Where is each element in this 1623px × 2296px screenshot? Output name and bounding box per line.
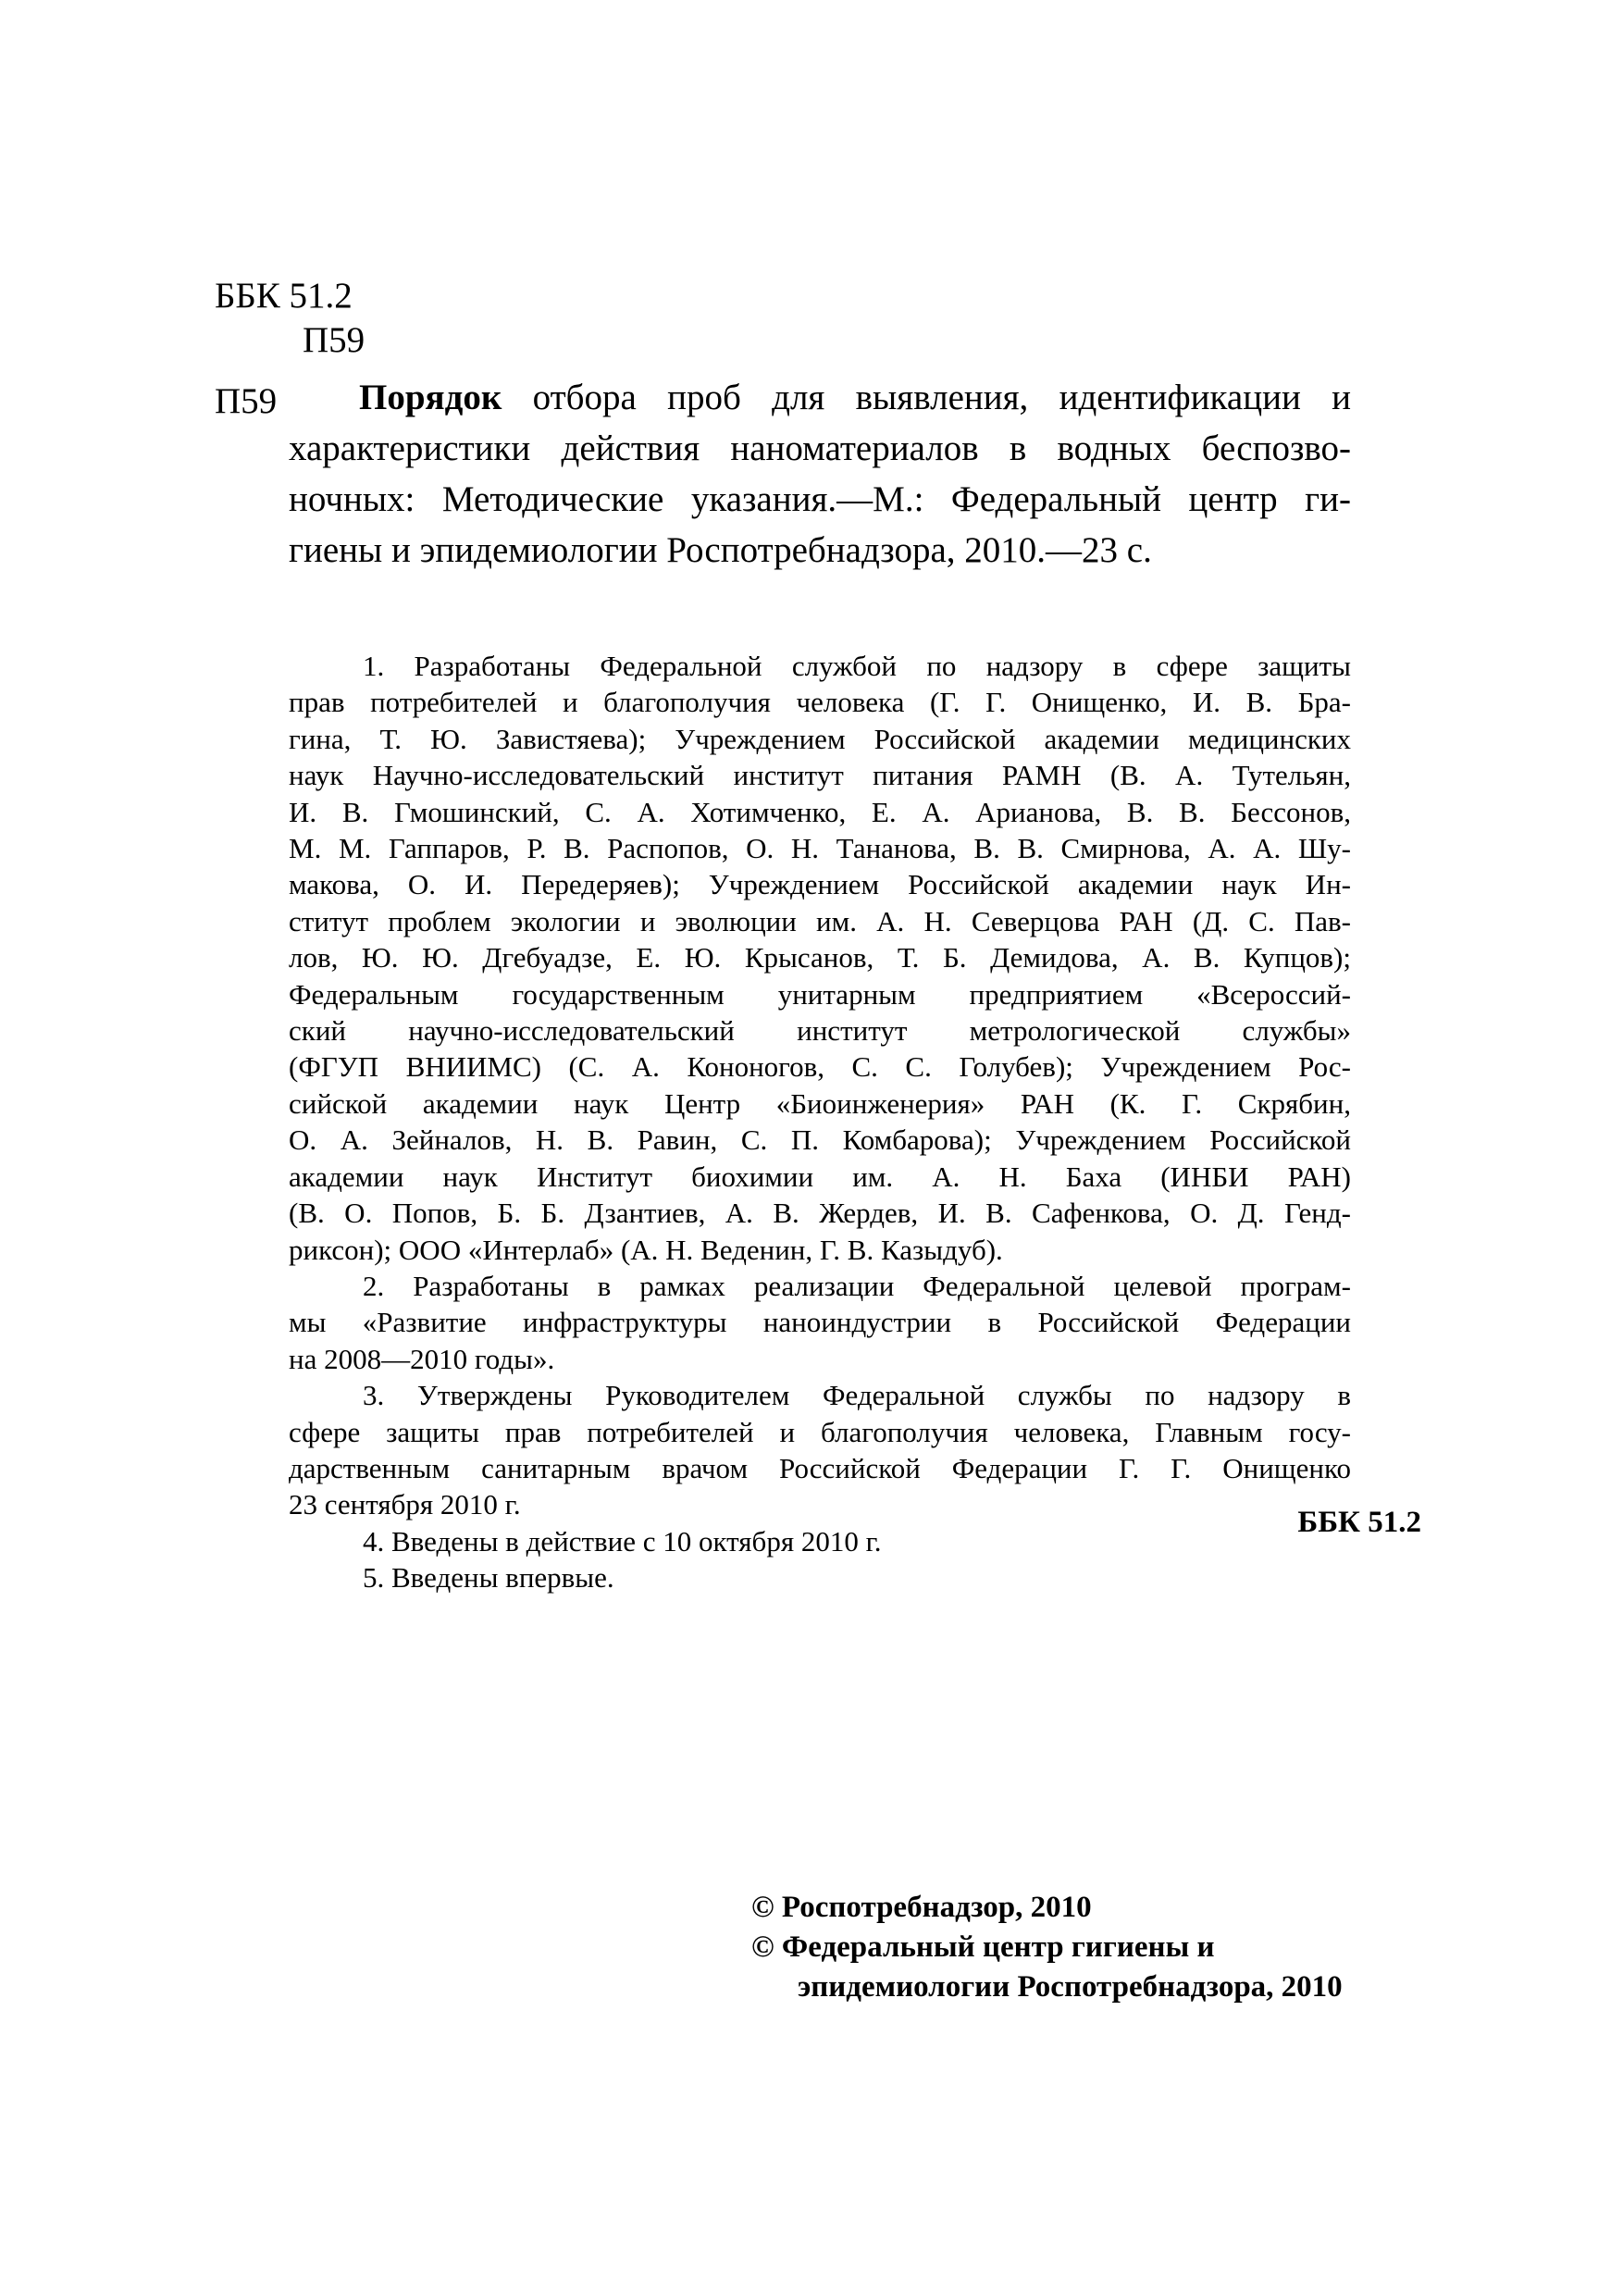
bbk-code: ББК 51.2 — [215, 276, 353, 316]
note-line: 4. Введены в действие с 10 октября 2010 г. — [363, 1524, 882, 1558]
note-line: ститут проблем экологии и эволюции им. А. Н. Северцова РАН (Д. С. Пав- — [289, 904, 1351, 937]
note-line: 3. Утверждены Руководителем Федеральной службы по надзору в — [363, 1379, 1351, 1412]
note-line: И. В. Гмошинский, С. А. Хотимченко, Е. А. Арианова, В. В. Бессонов, — [289, 795, 1351, 828]
note-line: макова, О. И. Передеряев); Учреждением Российской академии наук Ин- — [289, 868, 1351, 901]
bib-line — [289, 372, 1351, 423]
copyright-line: © Федеральный центр гигиены и — [751, 1930, 1215, 1964]
note-line: М. М. Гаппаров, Р. В. Распопов, О. Н. Тананова, В. В. Смирнова, А. А. Шу- — [289, 832, 1351, 865]
note-line: академии наук Институт биохимии им. А. Н. Баха (ИНБИ РАН) — [289, 1160, 1351, 1193]
note-line: дарственным санитарным врачом Российской Федерации Г. Г. Онищенко — [289, 1451, 1351, 1484]
bibliographic-entry — [289, 372, 1351, 576]
note-line: 23 сентября 2010 г. — [289, 1488, 521, 1521]
entry-title-lead: Порядок — [359, 378, 502, 417]
entry-index: П59 — [215, 381, 278, 421]
note-line: риксон); ООО «Интерлаб» (А. Н. Веденин, Г. В. Казыдуб). — [289, 1233, 1003, 1266]
note-line: лов, Ю. Ю. Дгебуадзе, Е. Ю. Крысанов, Т. Б. Демидова, А. В. Купцов); — [289, 941, 1351, 974]
publication-notes — [289, 648, 1351, 1596]
note-line: сийской академии наук Центр «Биоинженерия» РАН (К. Г. Скрябин, — [289, 1086, 1351, 1120]
copyright-line: © Роспотребнадзор, 2010 — [751, 1891, 1092, 1924]
note-line: сфере защиты прав потребителей и благополучия человека, Главным госу- — [289, 1415, 1351, 1448]
bib-line-text: отбора проб для выявления, идентификации и — [502, 378, 1351, 417]
copyright-block — [751, 1888, 1343, 2007]
copyright-line: эпидемиологии Роспотребнадзора, 2010 — [798, 1970, 1343, 2004]
note-line: 2. Разработаны в рамках реализации Федеральной целевой програм- — [363, 1269, 1351, 1302]
note-line: на 2008—2010 годы». — [289, 1342, 555, 1375]
note-line: (В. О. Попов, Б. Б. Дзантиев, А. В. Жердев, И. В. Сафенкова, О. Д. Генд- — [289, 1197, 1351, 1230]
note-line: гина, Т. Ю. Завистяева); Учреждением Российской академии медицинских — [289, 722, 1351, 755]
note-line: (ФГУП ВНИИМС) (С. А. Кононогов, С. С. Голубев); Учреждением Рос- — [289, 1050, 1351, 1084]
note-line: Федеральным государственным унитарным предприятием «Всероссий- — [289, 977, 1351, 1011]
note-line: 5. Введены впервые. — [363, 1561, 614, 1595]
note-line: ский научно-исследовательский институт метрологической службы» — [289, 1014, 1351, 1048]
bbk-code-right: ББК 51.2 — [1297, 1506, 1421, 1539]
note-line: 1. Разработаны Федеральной службой по надзору в сфере защиты — [363, 650, 1351, 682]
note-line: О. А. Зейналов, Н. В. Равин, С. П. Комбарова); Учреждением Российской — [289, 1123, 1351, 1157]
note-line: прав потребителей и благополучия человека (Г. Г. Онищенко, И. В. Бра- — [289, 686, 1351, 719]
bib-line: гиены и эпидемиологии Роспотребнадзора, 2010.—23 с. — [289, 530, 1152, 570]
author-sign: П59 — [303, 320, 365, 360]
note-line: мы «Развитие инфраструктуры наноиндустрии в Российской Федерации — [289, 1306, 1351, 1339]
bib-line: характеристики действия наноматериалов в водных беспозво- — [289, 428, 1351, 468]
bib-line: ночных: Методические указания.—М.: Федеральный центр ги- — [289, 479, 1351, 519]
note-line: наук Научно-исследовательский институт питания РАМН (В. А. Тутельян, — [289, 759, 1351, 792]
